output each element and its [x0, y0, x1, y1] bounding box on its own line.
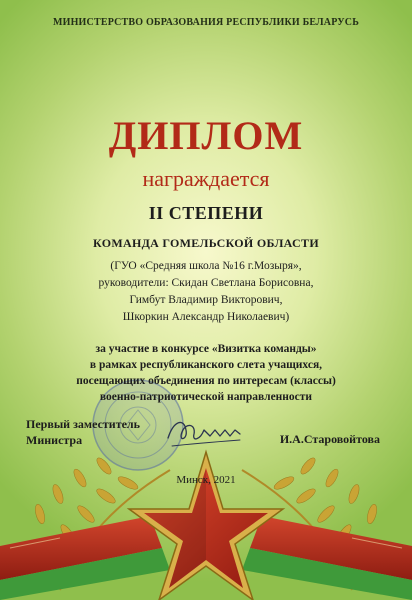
- place-and-date: Минск, 2021: [176, 474, 236, 486]
- details-line: Шкоркин Александр Николаевич): [122, 311, 290, 323]
- reason-line: посещающих объединения по интересам (классы): [76, 375, 336, 387]
- diploma-title: ДИПЛОМ: [108, 113, 304, 158]
- reason-line: военно-патриотической направленности: [99, 391, 313, 403]
- flag-ribbon-right: [242, 516, 412, 600]
- awarded-subtitle: награждается: [142, 166, 270, 191]
- team-details: [0, 258, 412, 326]
- details-line: Гимбут Владимир Викторович,: [129, 294, 283, 306]
- team-name: КОМАНДА ГОМЕЛЬСКОЙ ОБЛАСТИ: [93, 236, 319, 250]
- signatory-title-line: Первый заместитель: [26, 417, 140, 431]
- award-reason: [0, 341, 412, 405]
- signatory-title-line: Министра: [26, 433, 83, 447]
- degree-label: II СТЕПЕНИ: [148, 203, 264, 223]
- ministry-header: МИНИСТЕРСТВО ОБРАЗОВАНИЯ РЕСПУБЛИКИ БЕЛАРУСЬ: [52, 17, 360, 28]
- reason-line: за участие в конкурсе «Визитка команды»: [95, 343, 317, 355]
- reason-line: в рамках республиканского слета учащихся,: [89, 359, 323, 371]
- details-line: (ГУО «Средняя школа №16 г.Мозыря»,: [110, 260, 302, 272]
- flag-ribbon-left: [0, 516, 170, 600]
- signatory-title: [26, 416, 140, 448]
- details-line: руководители: Скидан Светлана Борисовна,: [98, 277, 314, 289]
- signatory-name: И.А.Старовойтова: [279, 432, 380, 446]
